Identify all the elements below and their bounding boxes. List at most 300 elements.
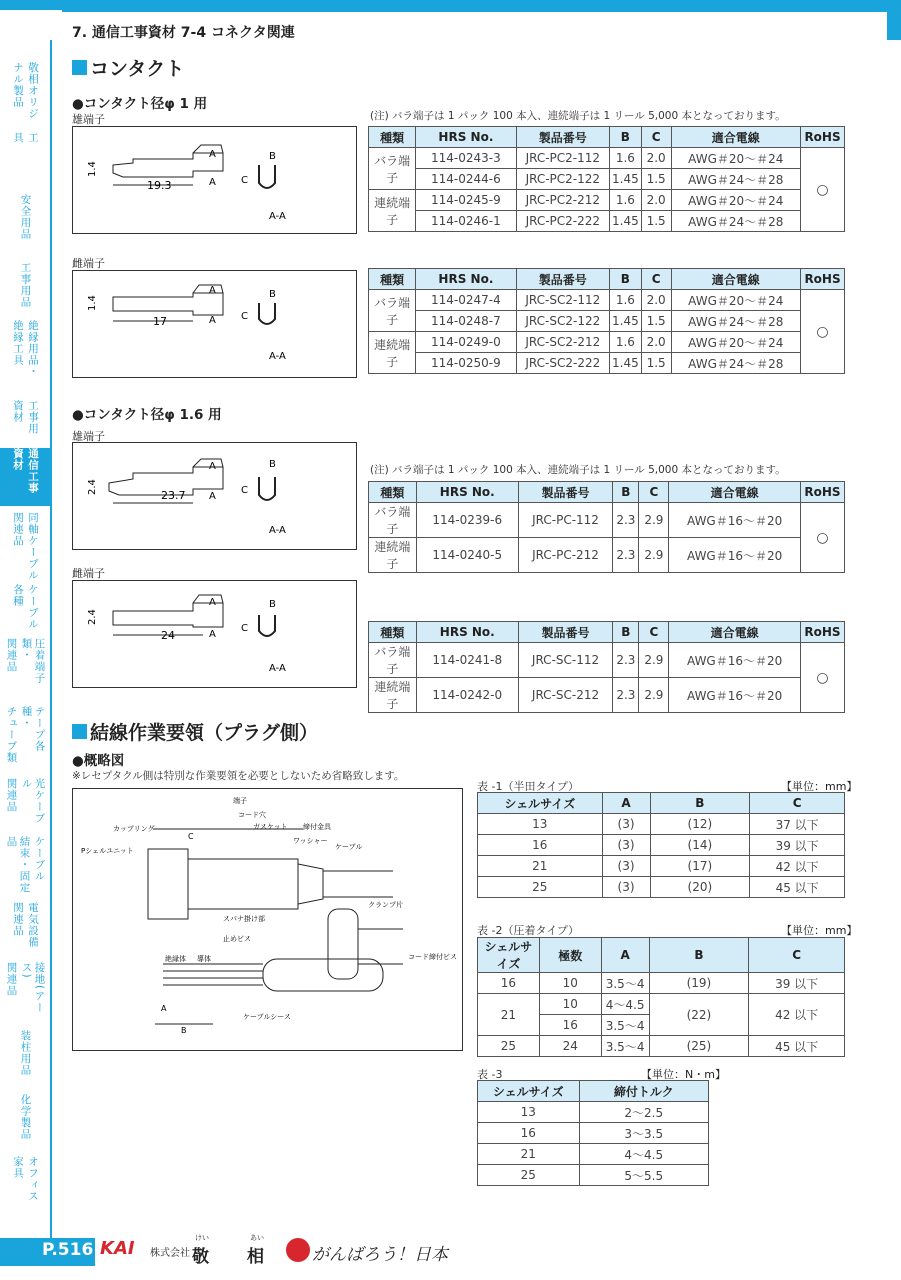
column-header: シェルサイズ	[478, 793, 603, 814]
column-header: C	[750, 793, 845, 814]
table-cell: JRC-PC2-112	[516, 148, 609, 169]
table-cell: 3.5～4	[601, 973, 649, 994]
column-header: 製品番号	[516, 269, 609, 290]
table-row	[478, 1144, 709, 1165]
table-cell: AWG＃16～＃20	[669, 643, 801, 678]
table-row	[478, 877, 845, 898]
sidebar-item-label: オフィス	[27, 1156, 39, 1202]
contact-spec-table-1	[368, 126, 845, 232]
table3-unit: 【単位：N・m】	[641, 1068, 726, 1081]
section-u-shape	[259, 477, 275, 500]
crimp-type-table	[477, 937, 845, 1057]
table-row	[369, 169, 845, 190]
table-row	[478, 856, 845, 877]
table-cell: AWG＃24～＃28	[671, 311, 800, 332]
table-cell: 連続端子	[369, 678, 417, 713]
table-cell: 3.5～4	[601, 1036, 649, 1057]
table-row	[369, 503, 845, 538]
table-cell: 2.9	[639, 643, 669, 678]
sidebar-item-label: 装柱用品	[19, 1030, 32, 1076]
column-header: C	[639, 482, 669, 503]
ruby-kei: けい	[195, 1234, 209, 1242]
plug-body-shape	[188, 859, 298, 909]
cable-shape	[323, 871, 393, 897]
label-sheath: ケーブルシース	[243, 1013, 291, 1021]
table-cell: 42 以下	[750, 856, 845, 877]
table-cell: 21	[478, 1144, 580, 1165]
section-u-shape	[259, 165, 275, 188]
column-header: C	[641, 127, 671, 148]
sidebar-item-label: 結束・固定品	[5, 836, 31, 894]
table-cell: AWG＃20～＃24	[671, 290, 800, 311]
column-header: B	[613, 622, 639, 643]
table-cell: 42 以下	[749, 994, 845, 1036]
column-header: RoHS	[800, 482, 844, 503]
sidebar-item-5[interactable]	[0, 400, 50, 446]
flower-logo-icon	[286, 1238, 310, 1262]
table-row	[478, 994, 845, 1015]
table-cell: 10	[539, 994, 601, 1015]
table-row	[369, 678, 845, 713]
right-accent-strip	[887, 0, 901, 40]
sidebar-item-7[interactable]	[0, 512, 50, 582]
dim-width: 17	[153, 315, 167, 328]
section-title-text: コンタクト	[90, 58, 185, 80]
table-cell: 114-0243-3	[416, 148, 516, 169]
table-row	[369, 211, 845, 232]
table-cell: 連続端子	[369, 332, 416, 374]
table-cell: 45 以下	[749, 1036, 845, 1057]
sidebar-item-label: 工事用	[27, 400, 39, 435]
column-header: シェルサイズ	[478, 1081, 580, 1102]
table-cell: 114-0245-9	[416, 190, 516, 211]
table-row	[369, 290, 845, 311]
rohs-mark: ○	[801, 290, 845, 374]
column-header: B	[610, 127, 642, 148]
table-cell: 114-0242-0	[416, 678, 518, 713]
label-insulator: 絶縁体	[165, 955, 186, 963]
column-header: A	[602, 793, 650, 814]
column-header: 種類	[369, 482, 417, 503]
table-cell: AWG＃16～＃20	[669, 538, 801, 573]
table-cell: 114-0244-6	[416, 169, 516, 190]
table-cell: 2.3	[613, 503, 639, 538]
table-cell: バラ端子	[369, 503, 417, 538]
table-cell: バラ端子	[369, 643, 417, 678]
wiring-overview-diagram	[72, 788, 463, 1051]
table-cell: 1.5	[641, 211, 671, 232]
contact-spec-table-4	[368, 621, 845, 713]
table-cell: JRC-SC-112	[518, 643, 613, 678]
pin-outline	[113, 145, 223, 177]
column-header: 適合電線	[671, 269, 800, 290]
sidebar-item-2[interactable]	[0, 194, 50, 254]
label-washer: ワッシャー	[293, 837, 328, 845]
column-header: C	[749, 938, 845, 973]
mark-a-bottom: A	[209, 177, 216, 188]
sidebar-item-label: 資材	[12, 400, 24, 423]
section-title-text: 結線作業要領（プラグ側）	[90, 722, 319, 744]
sidebar-item-label: 圧着端子類・	[20, 638, 46, 684]
table-cell: JRC-PC-112	[518, 503, 613, 538]
label-fastener: 締付金具	[303, 823, 331, 831]
dim-height: 2.4	[87, 609, 98, 625]
table-cell: 16	[478, 835, 603, 856]
sidebar-item-6[interactable]	[0, 448, 50, 506]
label-clamp: クランプ片	[368, 901, 403, 909]
table-cell: 114-0239-6	[416, 503, 518, 538]
table-cell: AWG＃16～＃20	[669, 678, 801, 713]
mark-b: B	[269, 599, 276, 610]
sidebar-item-label: ケーブル	[27, 584, 39, 630]
mark-c: C	[241, 311, 248, 322]
table-cell: 連続端子	[369, 538, 417, 573]
dim-width: 24	[161, 629, 175, 642]
table-cell: 1.45	[610, 169, 642, 190]
dim-width: 23.7	[161, 489, 186, 502]
label-cord-screw: コード締付ビス	[408, 953, 457, 961]
dim-height: 1.4	[87, 295, 98, 311]
table-cell: 45 以下	[750, 877, 845, 898]
table-row	[369, 148, 845, 169]
column-header: 適合電線	[669, 482, 801, 503]
section-label: A-A	[269, 211, 286, 222]
subsection-title: ●コンタクト径φ 1 用	[72, 96, 208, 112]
label-dim-b: B	[181, 1026, 187, 1035]
sidebar-item-4[interactable]	[0, 320, 50, 390]
company-name-kei: 敬	[192, 1247, 209, 1267]
section-u-shape	[259, 303, 275, 324]
table-cell: 39 以下	[749, 973, 845, 994]
plug-assembly-drawing	[73, 789, 462, 1050]
table-cell: 16	[478, 1123, 580, 1144]
table-row	[369, 332, 845, 353]
table-cell: (20)	[650, 877, 750, 898]
table-cell: 13	[478, 1102, 580, 1123]
sidebar-item-label: 光ケーブル	[20, 778, 46, 824]
sidebar-item-label: 関連品	[5, 778, 18, 813]
sidebar-item-label: 資材	[12, 448, 24, 471]
table2-caption: 表 -2（圧着タイプ）	[477, 924, 580, 937]
sidebar-item-8[interactable]	[0, 584, 50, 630]
table-cell: 1.6	[610, 190, 642, 211]
column-header: B	[650, 793, 750, 814]
table-cell: JRC-PC2-122	[516, 169, 609, 190]
table-cell: 2.0	[641, 148, 671, 169]
mark-b: B	[269, 151, 276, 162]
table-cell: JRC-SC2-222	[516, 353, 609, 374]
table-cell: AWG＃24～＃28	[671, 169, 800, 190]
sidebar-item-label: 化学製品	[19, 1094, 32, 1140]
female-terminal-drawing	[73, 271, 356, 377]
table-cell: 16	[478, 973, 540, 994]
rohs-mark: ○	[801, 148, 845, 232]
subsection-title: ●コンタクト径φ 1.6 用	[72, 407, 222, 423]
sidebar-item-label: 同軸ケーブル	[27, 512, 39, 581]
column-header: シェルサイズ	[478, 938, 540, 973]
sidebar-item-11[interactable]	[0, 778, 50, 832]
column-header: 締付トルク	[579, 1081, 708, 1102]
sidebar-item-label: 通信工事	[27, 448, 39, 494]
table-cell: 25	[478, 877, 603, 898]
mark-a-top: A	[209, 597, 216, 608]
table-cell: 連続端子	[369, 190, 416, 232]
table-row	[369, 353, 845, 374]
receptacle-note: ※レセプタクル側は特別な作業要領を必要としないため省略致します。	[72, 770, 405, 782]
column-header: 製品番号	[516, 127, 609, 148]
table-cell: JRC-PC2-222	[516, 211, 609, 232]
sidebar-item-label: 工事用品	[19, 262, 32, 308]
ruby-ai: あい	[250, 1234, 264, 1242]
fastener-shape	[298, 864, 323, 904]
section-title-contact	[72, 54, 184, 81]
mark-b: B	[269, 459, 276, 470]
table-cell: 13	[478, 814, 603, 835]
table-cell: バラ端子	[369, 148, 416, 190]
sidebar-item-label: 安全用品	[19, 194, 32, 240]
table-cell: (3)	[602, 877, 650, 898]
male-terminal-drawing	[73, 443, 356, 549]
sidebar-item-label: 具	[12, 132, 24, 144]
column-header: B	[613, 482, 639, 503]
sidebar-item-14[interactable]	[0, 962, 50, 1024]
sidebar-item-10[interactable]	[0, 706, 50, 772]
column-header: RoHS	[801, 269, 845, 290]
top-accent-line	[62, 10, 901, 12]
table-cell: AWG＃20～＃24	[671, 332, 800, 353]
table-cell: 3.5～4	[601, 1015, 649, 1036]
table-cell: (25)	[649, 1036, 749, 1057]
table-cell: 1.5	[641, 169, 671, 190]
page-number: P.516	[42, 1240, 94, 1260]
table-cell: 25	[478, 1165, 580, 1186]
sidebar-item-label: 敬相オリジ	[27, 62, 39, 120]
table-row	[478, 1036, 845, 1057]
label-cord-hole: コード穴	[238, 811, 266, 819]
table-row	[478, 814, 845, 835]
table1-unit: 【単位：mm】	[781, 780, 858, 793]
table-cell: (3)	[602, 814, 650, 835]
drawing-female-16	[72, 580, 357, 688]
mark-b: B	[269, 289, 276, 300]
table-cell: 2.0	[641, 332, 671, 353]
table-cell: 4～4.5	[601, 994, 649, 1015]
table-cell: 4～4.5	[579, 1144, 708, 1165]
sidebar-item-label: ケーブル	[33, 836, 46, 882]
label-terminal: 端子	[233, 797, 247, 805]
label-coupling: カップリング	[113, 825, 155, 833]
sidebar-item-13[interactable]	[0, 902, 50, 954]
sidebar-item-label: 接地(アース)	[20, 962, 46, 1014]
section-label: A-A	[269, 663, 286, 674]
drawing-male-16	[72, 442, 357, 550]
table-cell: 2.9	[639, 678, 669, 713]
sidebar-divider	[50, 40, 52, 1240]
sidebar-item-9[interactable]	[0, 638, 50, 698]
column-header: 適合電線	[671, 127, 800, 148]
female-terminal-label: 雌端子	[72, 567, 105, 580]
label-spanner: スパナ掛け部	[223, 915, 265, 923]
table-row	[478, 835, 845, 856]
table-row	[369, 190, 845, 211]
table-cell: AWG＃24～＃28	[671, 211, 800, 232]
table-row	[478, 1102, 709, 1123]
table-cell: (3)	[602, 856, 650, 877]
wire-ends	[163, 964, 263, 985]
sidebar-item-17[interactable]	[0, 1156, 50, 1208]
square-bullet-icon	[72, 724, 87, 739]
company-prefix: 株式会社	[150, 1248, 190, 1259]
sidebar-item-label: 工	[27, 132, 39, 144]
section-label: A-A	[269, 351, 286, 362]
label-gasket: ガスケット	[253, 823, 288, 831]
column-header: HRS No.	[416, 482, 518, 503]
mark-a-bottom: A	[209, 629, 216, 640]
table-cell: 10	[539, 973, 601, 994]
column-header: 種類	[369, 622, 417, 643]
table-cell: 2.9	[639, 503, 669, 538]
chapter-heading: 7. 通信工事資材 7-4 コネクタ関連	[72, 25, 295, 41]
table-cell: 21	[478, 994, 540, 1036]
table-row	[478, 1123, 709, 1144]
column-header: B	[610, 269, 642, 290]
table-cell: 114-0241-8	[416, 643, 518, 678]
section-label: A-A	[269, 525, 286, 536]
column-header: 種類	[369, 269, 416, 290]
table-cell: 2.9	[639, 538, 669, 573]
table-cell: 16	[539, 1015, 601, 1036]
table-cell: 114-0250-9	[416, 353, 516, 374]
sidebar-item-label: 家具	[12, 1156, 24, 1179]
label-cable: ケーブル	[335, 843, 363, 851]
table-cell: 2.0	[641, 190, 671, 211]
column-header: RoHS	[800, 622, 844, 643]
table-cell: (19)	[649, 973, 749, 994]
column-header: 適合電線	[669, 622, 801, 643]
sidebar-item-label: 各種	[12, 584, 24, 607]
table2-unit: 【単位：mm】	[781, 924, 858, 937]
sidebar-item-label: チューブ類	[5, 706, 18, 764]
table-row	[478, 973, 845, 994]
column-header: HRS No.	[416, 269, 516, 290]
table-cell: (22)	[649, 994, 749, 1036]
dim-height: 2.4	[87, 479, 98, 495]
sidebar-item-label: 関連品	[12, 512, 24, 547]
sidebar-item-15[interactable]	[0, 1030, 50, 1086]
table-cell: 2.0	[641, 290, 671, 311]
mark-c: C	[241, 175, 248, 186]
mark-a-top: A	[209, 285, 216, 296]
label-p-shell: Pシェルユニット	[81, 847, 134, 855]
sidebar-item-label: 電気設備	[27, 902, 39, 948]
column-header: HRS No.	[416, 127, 516, 148]
brand-logo: KAI	[100, 1238, 135, 1259]
table-cell: AWG＃20～＃24	[671, 148, 800, 169]
table-cell: JRC-SC2-212	[516, 332, 609, 353]
table-cell: (17)	[650, 856, 750, 877]
section-title-wiring	[72, 718, 318, 745]
sidebar-item-label: 関連品	[12, 902, 24, 937]
female-terminal-label: 雌端子	[72, 257, 105, 270]
sidebar-item-label: 関連品	[5, 962, 18, 997]
table-cell: 21	[478, 856, 603, 877]
sidebar-item-12[interactable]	[0, 836, 50, 898]
sidebar-item-0[interactable]	[0, 62, 50, 122]
mark-c: C	[241, 623, 248, 634]
sidebar-item-1[interactable]	[0, 132, 50, 188]
sidebar-item-label: 絶縁工具	[12, 320, 24, 366]
table-row	[369, 643, 845, 678]
table-cell: 114-0240-5	[416, 538, 518, 573]
column-header: C	[641, 269, 671, 290]
table-row	[369, 538, 845, 573]
mark-a-bottom: A	[209, 491, 216, 502]
drawing-female-1	[72, 270, 357, 378]
table-cell: 2.3	[613, 538, 639, 573]
table-cell: 2.3	[613, 643, 639, 678]
male-terminal-label: 雄端子	[72, 430, 105, 443]
table-cell: (12)	[650, 814, 750, 835]
table-cell: 1.6	[610, 290, 642, 311]
torque-table	[477, 1080, 709, 1186]
overview-title: ●概略図	[72, 753, 125, 769]
column-header: 製品番号	[518, 482, 613, 503]
top-accent-bar	[0, 0, 901, 10]
table3-caption: 表 -3	[477, 1068, 503, 1081]
table1-caption: 表 -1（半田タイプ）	[477, 780, 580, 793]
table-cell: AWG＃24～＃28	[671, 353, 800, 374]
table-cell: AWG＃16～＃20	[669, 503, 801, 538]
table-cell: 114-0247-4	[416, 290, 516, 311]
dim-width: 19.3	[147, 179, 172, 192]
sidebar-item-16[interactable]	[0, 1094, 50, 1146]
table-cell: 5～5.5	[579, 1165, 708, 1186]
column-header: HRS No.	[416, 622, 518, 643]
contact-spec-table-3	[368, 481, 845, 573]
table-cell: 114-0246-1	[416, 211, 516, 232]
rohs-mark: ○	[800, 643, 844, 713]
contact-spec-table-2	[368, 268, 845, 374]
table-cell: 1.45	[610, 211, 642, 232]
label-conductor: 導体	[197, 955, 211, 963]
sidebar-item-label: ナル製品	[12, 62, 24, 108]
male-terminal-drawing	[73, 127, 356, 233]
mark-a-bottom: A	[209, 315, 216, 326]
drawing-male-1	[72, 126, 357, 234]
table-cell: 39 以下	[750, 835, 845, 856]
table-row	[478, 1165, 709, 1186]
table-cell: JRC-SC2-112	[516, 290, 609, 311]
section-u-shape	[259, 615, 275, 636]
solder-type-table	[477, 792, 845, 898]
sidebar-item-label: テープ各種・	[20, 706, 46, 752]
clamp-shape	[328, 909, 358, 979]
table-cell: 2～2.5	[579, 1102, 708, 1123]
dim-height: 1.4	[87, 161, 98, 177]
table-cell: 25	[478, 1036, 540, 1057]
male-terminal-label: 雄端子	[72, 113, 105, 126]
table-cell: 37 以下	[750, 814, 845, 835]
table-cell: バラ端子	[369, 290, 416, 332]
table-cell: 1.5	[641, 353, 671, 374]
sidebar-item-3[interactable]	[0, 262, 50, 314]
sidebar-item-label: 絶縁用品・	[27, 320, 39, 378]
company-name-ai: 相	[247, 1247, 264, 1267]
table-cell: 114-0249-0	[416, 332, 516, 353]
coupling-ring-shape	[148, 849, 188, 919]
mark-a-top: A	[209, 461, 216, 472]
column-header: 製品番号	[518, 622, 613, 643]
